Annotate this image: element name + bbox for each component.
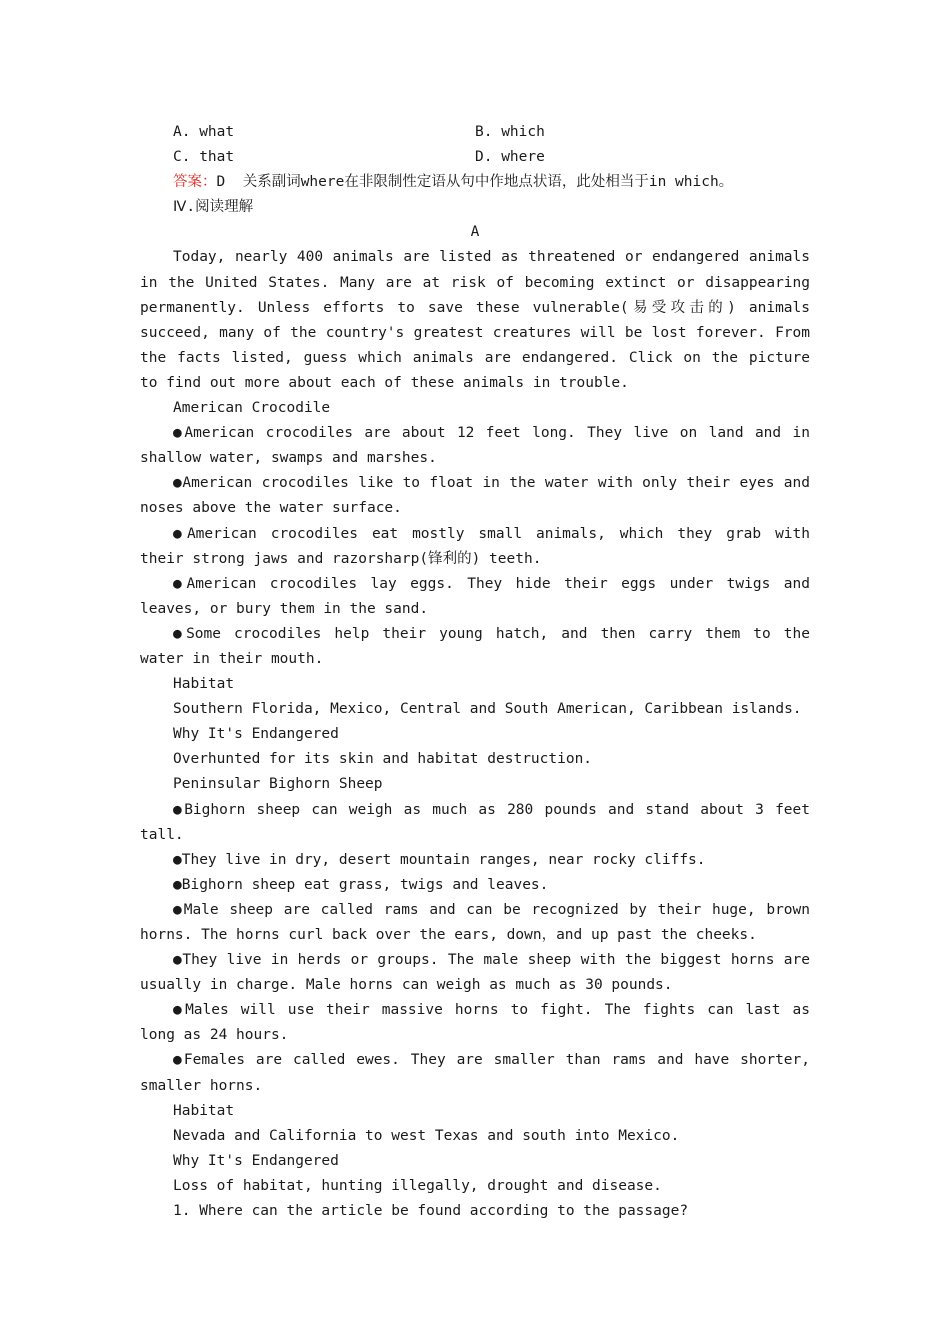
sheep-title: Peninsular Bighorn Sheep — [173, 776, 383, 793]
crocodile-title: American Crocodile — [173, 400, 331, 417]
document-page — [140, 120, 810, 1224]
option-c: C. that — [173, 149, 235, 166]
sheep-bullet: ●Females are called ewes. They are smaller than rams and have shorter, smaller horns. — [140, 1052, 810, 1094]
sheep-habitat-label: Habitat — [173, 1102, 235, 1119]
options-row-ab — [140, 120, 810, 145]
options-row-cd — [140, 145, 810, 170]
crocodile-why-label: Why It's Endangered — [173, 726, 339, 743]
answer-label: 答案： — [173, 174, 217, 191]
sheep-why: Loss of habitat, hunting illegally, drought and disease. — [173, 1177, 662, 1194]
sheep-bullet: ●They live in herds or groups. The male sheep with the biggest horns are usually in charge. Male horns can weigh as much as 30 pounds. — [140, 952, 810, 994]
passage-label: A — [470, 224, 480, 241]
crocodile-bullet: ●American crocodiles eat mostly small animals, which they grab with their strong jaws and razorsharp(锋利的) teeth. — [140, 525, 810, 567]
answer-line — [140, 170, 810, 195]
sheep-bullet: ●Bighorn sheep eat grass, twigs and leaves. — [173, 876, 549, 893]
crocodile-bullet: ●Some crocodiles help their young hatch, and then carry them to the water in their mouth. — [140, 625, 810, 667]
sheep-why-label: Why It's Endangered — [173, 1152, 339, 1169]
sheep-bullet: ●Bighorn sheep can weigh as much as 280 pounds and stand about 3 feet tall. — [140, 801, 810, 843]
crocodile-habitat: Southern Florida, Mexico, Central and South American, Caribbean islands. — [173, 701, 802, 718]
question-1: 1. Where can the article be found according to the passage? — [173, 1203, 689, 1220]
answer-text: D 关系副词where在非限制性定语从句中作地点状语，此处相当于in which。 — [216, 174, 734, 191]
sheep-bullet: ●Males will use their massive horns to fight. The fights can last as long as 24 hours. — [140, 1002, 810, 1044]
crocodile-why: Overhunted for its skin and habitat destruction. — [173, 751, 593, 768]
intro-paragraph: Today, nearly 400 animals are listed as threatened or endangered animals in the United States. Many are at risk of becoming extinct or disappearing permanently. Unless efforts to save these vulnerable(易受攻击的) animals succeed, many of the country's greatest creatures will be lost forever. From the facts listed, guess which animals are endangered. Click on the picture to find out more about each of these animals in trouble. — [140, 249, 810, 391]
crocodile-habitat-label: Habitat — [173, 676, 235, 693]
option-a: A. what — [173, 124, 235, 140]
sheep-habitat: Nevada and California to west Texas and south into Mexico. — [173, 1127, 680, 1144]
option-b: B. which — [475, 124, 545, 140]
option-d: D. where — [475, 149, 545, 166]
crocodile-bullet: ●American crocodiles are about 12 feet long. They live on land and in shallow water, swamps and marshes. — [140, 425, 810, 467]
crocodile-bullet: ●American crocodiles lay eggs. They hide their eggs under twigs and leaves, or bury them in the sand. — [140, 575, 810, 617]
sheep-bullet: ●They live in dry, desert mountain ranges, near rocky cliffs. — [173, 851, 706, 868]
sheep-bullet: ●Male sheep are called rams and can be recognized by their huge, brown horns. The horns curl back over the ears, down，and up past the cheeks. — [140, 901, 810, 943]
section-title: Ⅳ.阅读理解 — [173, 199, 254, 216]
crocodile-bullet: ●American crocodiles like to float in the water with only their eyes and noses above the water surface. — [140, 475, 810, 517]
